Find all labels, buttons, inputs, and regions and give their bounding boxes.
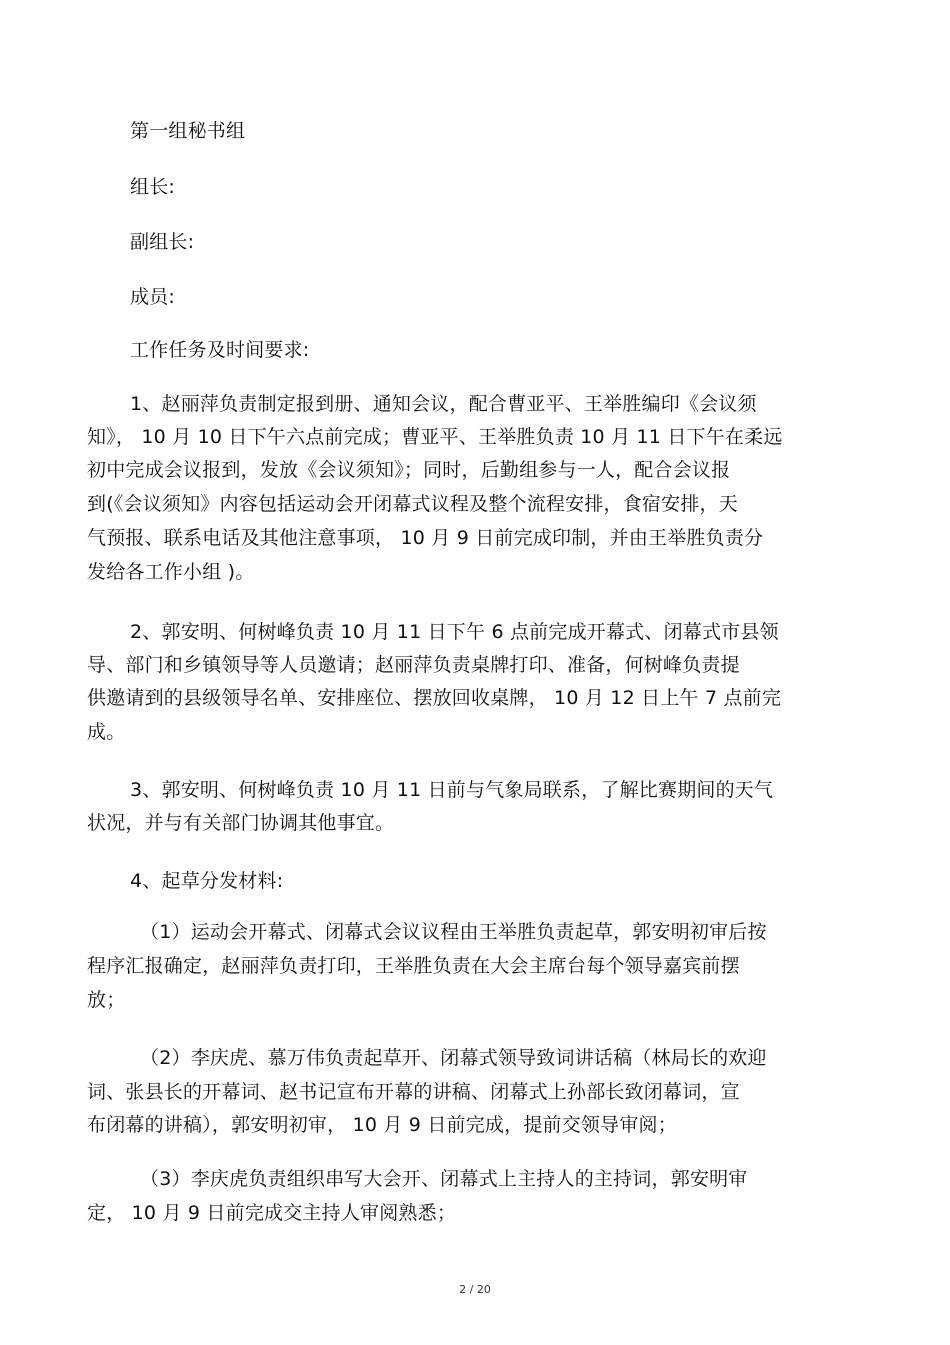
text-line: 发给各工作小组 )。 <box>87 561 255 583</box>
text-line: 气预报、联系电话及其他注意事项， 10 月 9 日前完成印制，并由王举胜负责分 <box>87 527 764 549</box>
text-line: 程序汇报确定，赵丽萍负责打印，王举胜负责在大会主席台每个领导嘉宾前摆 <box>87 955 740 977</box>
text-line: 组长: <box>130 176 176 198</box>
text-line: 知》， 10 月 10 日下午六点前完成；曹亚平、王举胜负责 10 月 11 日下午在柔远 <box>87 426 783 448</box>
text-line: （1）运动会开幕式、闭幕式会议议程由王举胜负责起草，郭安明初审后按 <box>140 921 767 943</box>
text-line: 状况，并与有关部门协调其他事宜。 <box>87 812 395 834</box>
text-line: 成员: <box>130 286 176 308</box>
text-line: 导、部门和乡镇领导等人员邀请；赵丽萍负责桌牌打印、准备，何树峰负责提 <box>87 654 740 676</box>
text-line: 初中完成会议报到，发放《会议须知》；同时，后勤组参与一人，配合会议报 <box>87 459 731 481</box>
text-line: 2、郭安明、何树峰负责 10 月 11 日下午 6 点前完成开幕式、闭幕式市县领 <box>130 621 779 643</box>
text-line: 放； <box>87 989 126 1011</box>
text-line: 布闭幕的讲稿），郭安明初审， 10 月 9 日前完成，提前交领导审阅； <box>87 1114 677 1136</box>
text-line: 供邀请到的县级领导名单、安排座位、摆放回收桌牌， 10 月 12 日上午 7 点前完 <box>87 687 782 709</box>
page-number: 2 / 20 <box>459 1283 491 1296</box>
text-line: 3、郭安明、何树峰负责 10 月 11 日前与气象局联系，了解比赛期间的天气 <box>130 779 774 801</box>
text-line: 词、张县长的开幕词、赵书记宣布开幕的讲稿、闭幕式上孙部长致闭幕词，宣 <box>87 1081 740 1103</box>
text-line: 成。 <box>87 721 126 743</box>
text-line: 4、起草分发材料: <box>130 870 284 892</box>
text-line: 到(《会议须知》内容包括运动会开闭幕式议程及整个流程安排，食宿安排，天 <box>87 493 738 515</box>
text-line: （3）李庆虎负责组织串写大会开、闭幕式上主持人的主持词，郭安明审 <box>140 1168 748 1190</box>
text-line: 工作任务及时间要求: <box>130 339 310 361</box>
text-line: 1、赵丽萍负责制定报到册、通知会议，配合曹亚平、王举胜编印《会议须 <box>130 393 757 415</box>
text-line: 第一组秘书组 <box>130 120 246 142</box>
text-line: 定， 10 月 9 日前完成交主持人审阅熟悉； <box>87 1202 457 1224</box>
text-line: （2）李庆虎、慕万伟负责起草开、闭幕式领导致词讲话稿（林局长的欢迎 <box>140 1047 767 1069</box>
text-line: 副组长: <box>130 231 195 253</box>
